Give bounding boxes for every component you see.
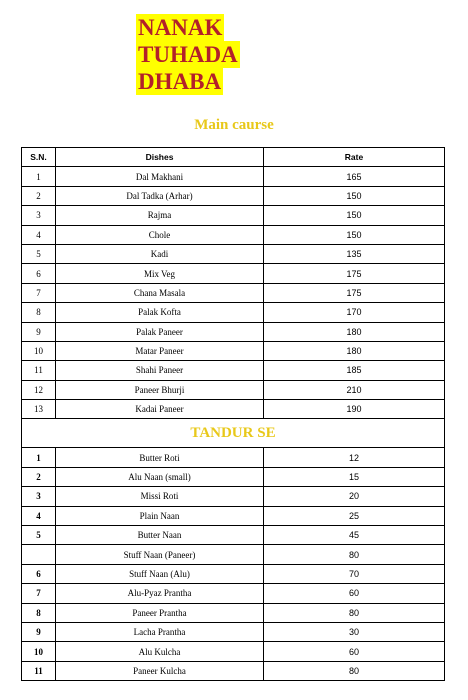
row-sn: 5 [22,244,56,263]
table-row [22,303,445,322]
row-rate: 12 [264,448,445,467]
tandur-section-row [22,419,445,448]
header-dishes: Dishes [56,148,264,167]
table-row [22,380,445,399]
row-rate: 60 [264,584,445,603]
table-header-row [22,148,445,167]
row-dish: Alu-Pyaz Prantha [56,584,264,603]
row-sn: 11 [22,661,56,680]
table-row [22,506,445,525]
row-rate: 70 [264,564,445,583]
row-dish: Dal Tadka (Arhar) [56,186,264,205]
row-dish: Mix Veg [56,264,264,283]
table-row [22,526,445,545]
row-dish: Stuff Naan (Alu) [56,564,264,583]
row-dish: Alu Kulcha [56,642,264,661]
row-rate: 180 [264,322,445,341]
row-rate: 170 [264,303,445,322]
row-dish: Kadi [56,244,264,263]
table-row [22,400,445,419]
row-dish: Plain Naan [56,506,264,525]
row-dish: Paneer Prantha [56,603,264,622]
row-dish: Lacha Prantha [56,622,264,641]
header-rate: Rate [264,148,445,167]
row-dish: Chole [56,225,264,244]
table-row [22,467,445,486]
row-rate: 80 [264,661,445,680]
row-rate: 150 [264,186,445,205]
row-dish: Palak Paneer [56,322,264,341]
table-row [22,322,445,341]
row-dish: Chana Masala [56,283,264,302]
row-sn: 10 [22,642,56,661]
table-row [22,622,445,641]
table-row [22,448,445,467]
table-row [22,584,445,603]
title-line-2: TUHADA [138,42,238,67]
row-rate: 190 [264,400,445,419]
row-sn: 8 [22,603,56,622]
row-rate: 30 [264,622,445,641]
row-sn: 2 [22,186,56,205]
table-row [22,661,445,680]
menu-body [22,167,445,681]
row-sn: 7 [22,584,56,603]
table-row [22,244,445,263]
restaurant-title [136,14,240,95]
row-sn: 3 [22,487,56,506]
row-dish: Butter Roti [56,448,264,467]
row-rate: 150 [264,206,445,225]
row-rate: 80 [264,603,445,622]
table-row [22,603,445,622]
table-row [22,361,445,380]
tandur-heading: TANDUR SE [22,419,445,448]
row-dish: Stuff Naan (Paneer) [56,545,264,564]
row-dish: Paneer Kulcha [56,661,264,680]
title-line-1: NANAK [138,15,223,40]
main-course-heading: Main caurse [194,117,274,133]
row-dish: Matar Paneer [56,341,264,360]
row-sn: 1 [22,167,56,186]
row-rate: 210 [264,380,445,399]
row-dish: Palak Kofta [56,303,264,322]
row-dish: Shahi Paneer [56,361,264,380]
row-sn: 12 [22,380,56,399]
row-rate: 20 [264,487,445,506]
row-rate: 175 [264,264,445,283]
row-rate: 180 [264,341,445,360]
table-row [22,642,445,661]
row-rate: 175 [264,283,445,302]
row-dish: Missi Roti [56,487,264,506]
menu-table [21,147,445,681]
row-sn: 8 [22,303,56,322]
row-rate: 15 [264,467,445,486]
row-rate: 165 [264,167,445,186]
row-dish: Alu Naan (small) [56,467,264,486]
table-row [22,487,445,506]
row-rate: 80 [264,545,445,564]
table-row [22,225,445,244]
table-row [22,186,445,205]
row-dish: Kadai Paneer [56,400,264,419]
row-sn: 9 [22,622,56,641]
row-rate: 60 [264,642,445,661]
row-sn: 7 [22,283,56,302]
row-sn: 11 [22,361,56,380]
row-sn: 6 [22,564,56,583]
row-sn: 4 [22,225,56,244]
row-dish: Rajma [56,206,264,225]
row-sn: 4 [22,506,56,525]
title-line-3: DHABA [138,69,222,94]
table-row [22,283,445,302]
row-sn: 13 [22,400,56,419]
row-rate: 45 [264,526,445,545]
table-row [22,206,445,225]
row-sn: 10 [22,341,56,360]
row-sn: 3 [22,206,56,225]
table-row [22,341,445,360]
row-rate: 150 [264,225,445,244]
row-dish: Paneer Bhurji [56,380,264,399]
row-rate: 135 [264,244,445,263]
header-sn: S.N. [22,148,56,167]
row-sn: 2 [22,467,56,486]
table-row [22,264,445,283]
row-sn [22,545,56,564]
row-dish: Butter Naan [56,526,264,545]
row-sn: 9 [22,322,56,341]
row-rate: 25 [264,506,445,525]
row-rate: 185 [264,361,445,380]
table-row [22,167,445,186]
row-sn: 1 [22,448,56,467]
row-dish: Dal Makhani [56,167,264,186]
row-sn: 5 [22,526,56,545]
table-row [22,545,445,564]
row-sn: 6 [22,264,56,283]
table-row [22,564,445,583]
